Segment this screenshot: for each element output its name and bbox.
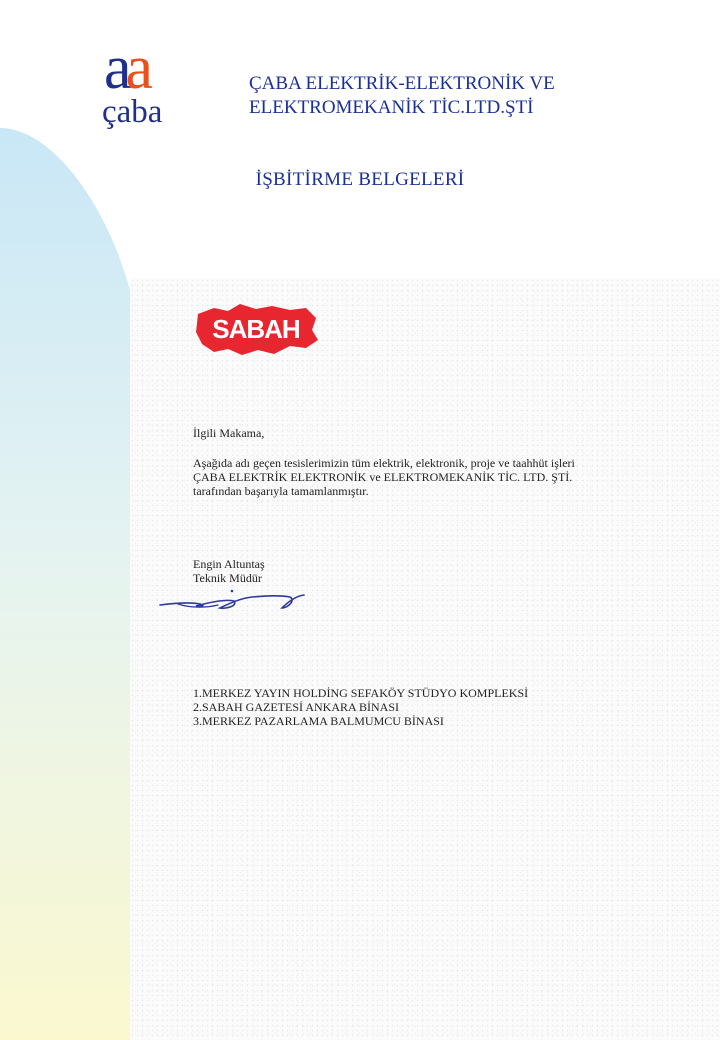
letter-greeting: İlgili Makama,: [193, 426, 265, 440]
signer-title: Teknik Müdür: [193, 571, 262, 585]
letter-body-line-2: ÇABA ELEKTRİK ELEKTRONİK ve ELEKTROMEKANİK TİC. LTD. ŞTİ.: [193, 470, 573, 484]
logo-letters: aa: [104, 34, 148, 102]
handwritten-signature: [156, 584, 316, 618]
project-item-2: 2.SABAH GAZETESİ ANKARA BİNASI: [193, 700, 400, 714]
letter-body-line-3: tarafından başarıyla tamamlanmıştır.: [193, 484, 369, 498]
page-title: İŞBİTİRME BELGELERİ: [255, 169, 465, 190]
document-sheet: [130, 278, 720, 1040]
company-name-line-2: ELEKTROMEKANİK TİC.LTD.ŞTİ: [249, 97, 534, 118]
project-list: [193, 686, 528, 728]
letter-body: [193, 456, 623, 498]
project-item-3: 3.MERKEZ PAZARLAMA BALMUMCU BİNASI: [193, 714, 444, 728]
company-name: [249, 72, 555, 120]
project-item-1: 1.MERKEZ YAYIN HOLDİNG SEFAKÖY STÜDYO KOMPLEKSİ: [193, 686, 529, 700]
sabah-logo-text: SABAH: [212, 314, 300, 344]
company-name-line-1: ÇABA ELEKTRİK-ELEKTRONİK VE: [249, 73, 555, 94]
signer-name: Engin Altuntaş: [193, 557, 265, 571]
letter-body-line-1: Aşağıda adı geçen tesislerimizin tüm elektrik, elektronik, proje ve taahhüt işleri: [193, 456, 575, 470]
company-logo: [100, 34, 195, 134]
logo-wordmark: çaba: [102, 94, 163, 130]
sabah-logo: [194, 300, 320, 358]
